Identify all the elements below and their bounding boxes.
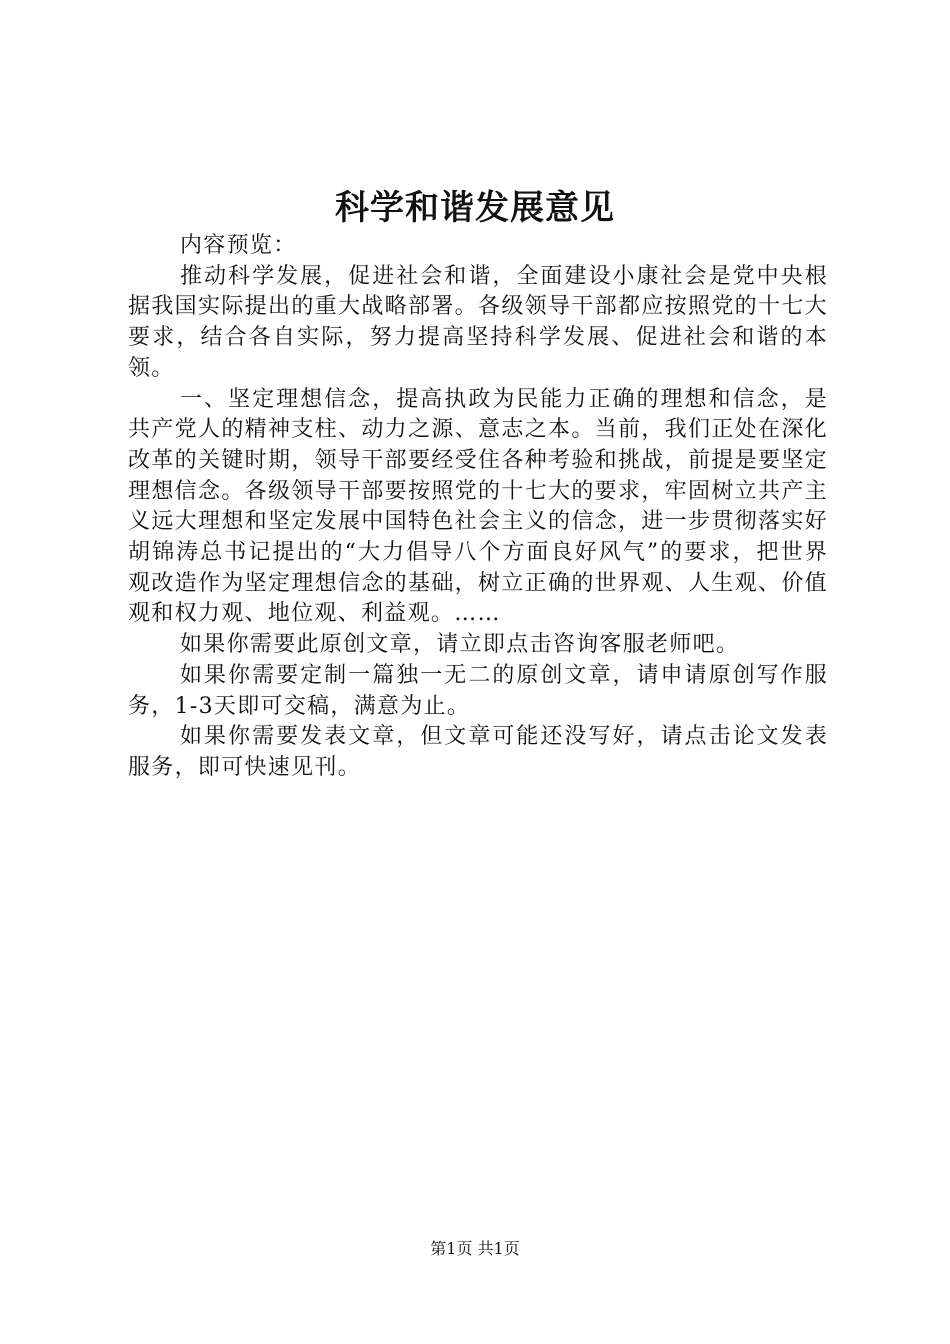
publish-service-link[interactable]: 如果你需要发表文章，但文章可能还没写好，请点击论文发表服务，即可快速见刊。 — [128, 724, 828, 780]
document-body — [128, 231, 828, 784]
intro-paragraph: 推动科学发展，促进社会和谐，全面建设小康社会是党中央根据我国实际提出的重大战略部署。各级领导干部都应按照党的十七大要求，结合各自实际，努力提高坚持科学发展、促进社会和谐的本领。 — [128, 263, 828, 381]
section-one-paragraph: 一、坚定理想信念，提高执政为民能力正确的理想和信念，是共产党人的精神支柱、动力之源、意志之本。当前，我们正处在深化改革的关键时期，领导干部要经受住各种考验和挑战，前提是要坚定理想信念。各级领导干部要按照党的十七大的要求，牢固树立共产主义远大理想和坚定发展中国特色社会主义的信念，进一步贯彻落实好胡锦涛总书记提出的“大力倡导八个方面良好风气”的要求，把世界观改造作为坚定理想信念的基础，树立正确的世界观、人生观、价值观和权力观、地位观、利益观。…… — [128, 386, 828, 627]
page-number-footer: 第1页 共1页 — [430, 1239, 520, 1258]
custom-writing-link[interactable]: 如果你需要定制一篇独一无二的原创文章，请申请原创写作服务，1-3天即可交稿，满意为止。 — [128, 662, 828, 719]
preview-label: 内容预览： — [180, 233, 297, 258]
document-title: 科学和谐发展意见 — [335, 188, 615, 228]
contact-service-link[interactable]: 如果你需要此原创文章，请立即点击咨询客服老师吧。 — [180, 632, 740, 658]
